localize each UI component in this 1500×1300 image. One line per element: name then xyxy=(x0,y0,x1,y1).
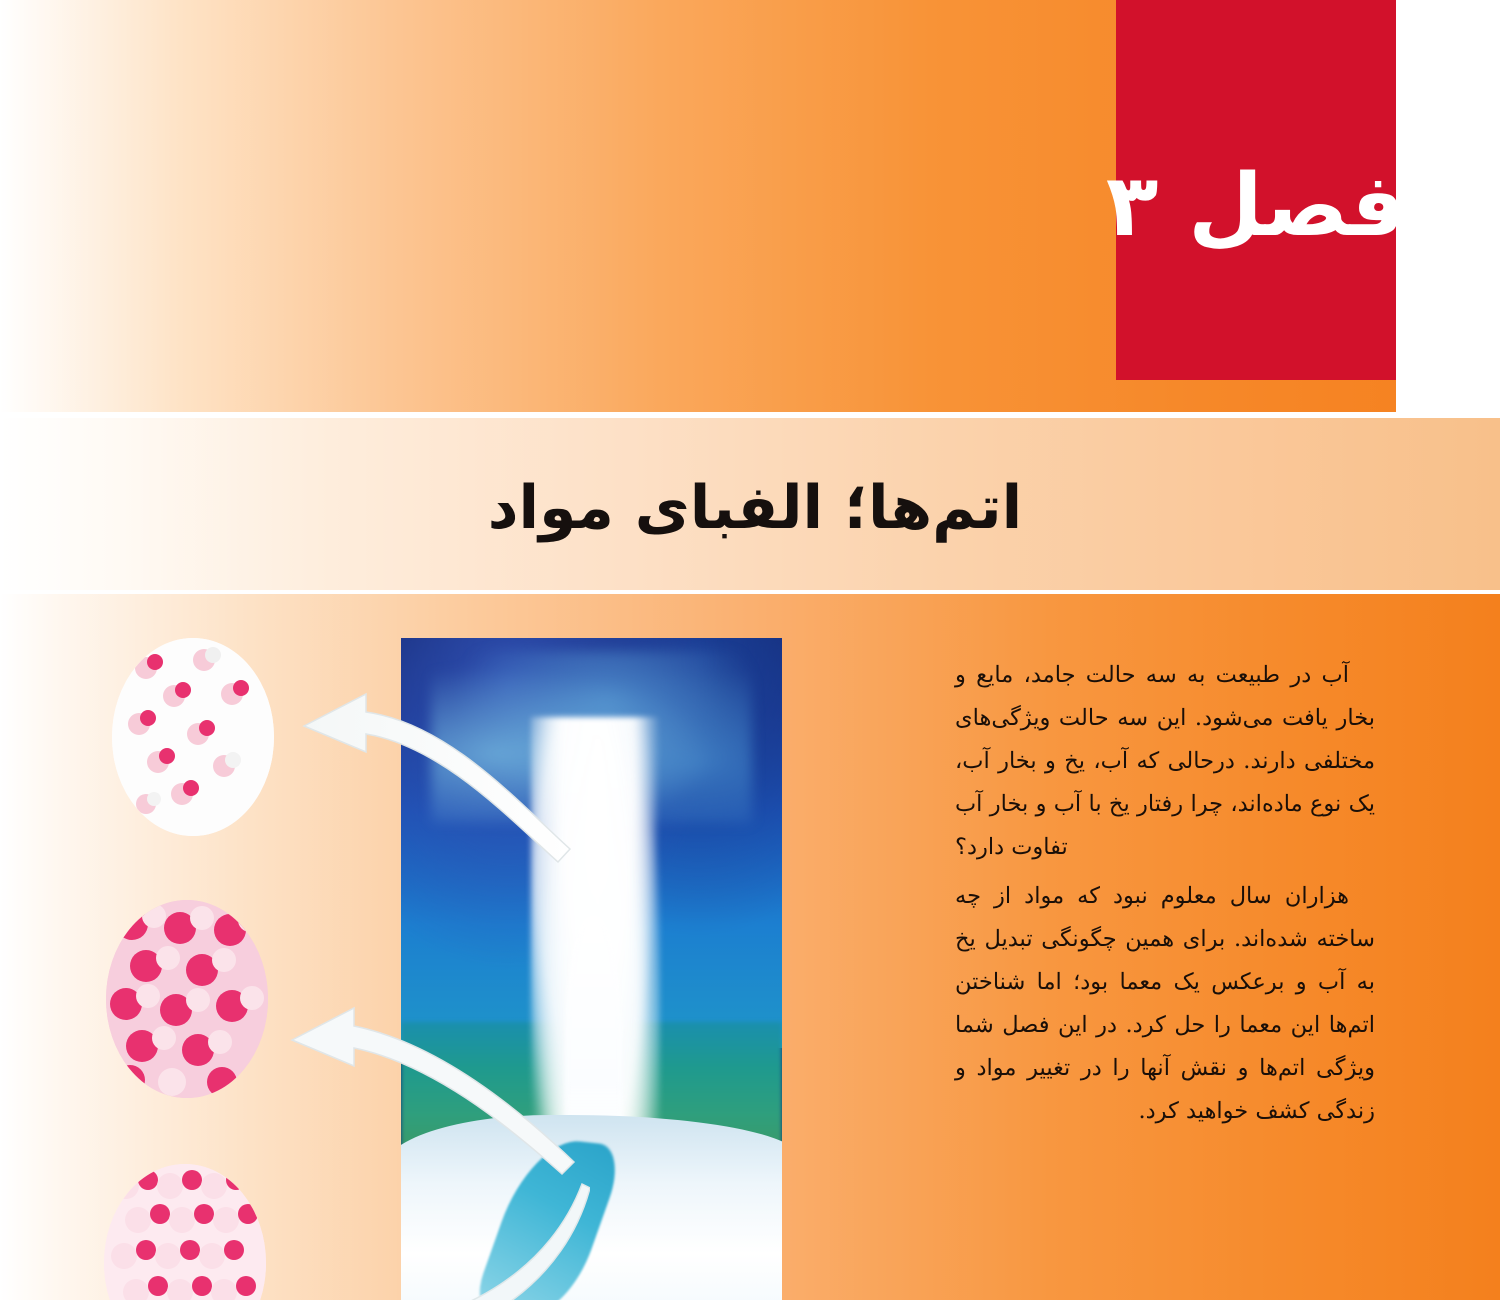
gas-molecules-svg xyxy=(112,638,274,836)
chapter-badge xyxy=(1105,0,1407,380)
liquid-molecules-svg xyxy=(106,900,268,1098)
page-title: اتم‌ها؛ الفبای مواد xyxy=(487,473,1023,543)
paragraph-2: هزاران سال معلوم نبود که مواد از چه ساخته شده‌اند. برای همین چگونگی تبدیل یخ به آب و برعکس یک معما بود؛ اما شناختن اتم‌ها این معما را حل کرد. در این فصل شما ویژگی اتم‌ها و نقش آنها را در تغییر مواد و زندگی کشف خواهید کرد. xyxy=(955,883,1375,1124)
header-white-margin xyxy=(1396,0,1500,412)
body-text-column xyxy=(955,654,1375,1139)
content-area xyxy=(0,594,1500,1300)
title-band xyxy=(0,418,1500,590)
geyser-photo xyxy=(401,638,782,1300)
paragraph-1: آب در طبیعت به سه حالت جامد، مایع و بخار یافت می‌شود. این سه حالت ویژگی‌های مختلفی دارند. درحالی که آب، یخ و بخار آب، یک نوع ماده‌اند، چرا رفتار یخ با آب و بخار آب تفاوت دارد؟ xyxy=(955,662,1375,860)
molecule-diagram-gas xyxy=(112,638,274,836)
molecule-diagram-liquid xyxy=(106,900,268,1098)
molecule-diagram-solid xyxy=(104,1164,266,1300)
chapter-badge-label: فصل ۳ xyxy=(1105,156,1407,256)
solid-molecules-svg xyxy=(104,1164,266,1300)
